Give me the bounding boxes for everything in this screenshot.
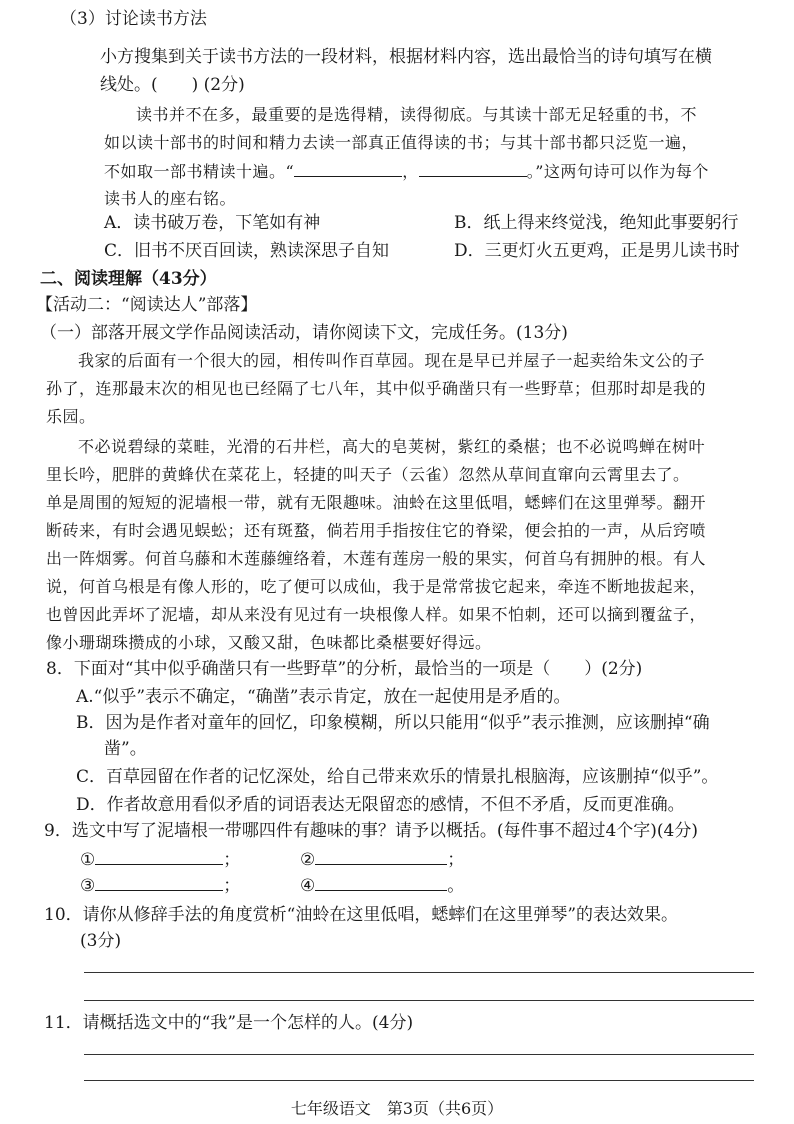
page-footer: 七年级语文 第3页（共6页）	[290, 1099, 504, 1118]
section3-prompt-line1: 小方搜集到关于读书方法的一段材料，根据材料内容，选出最恰当的诗句填写在横	[100, 47, 712, 67]
passage-line: 像小珊瑚珠攒成的小球，又酸又甜，色味都比桑椹要好得远。	[46, 633, 492, 652]
material-line: 读书并不在多，最重要的是选得精，读得彻底。与其读十部无足轻重的书，不	[136, 105, 698, 124]
material-line: 读书人的座右铭。	[104, 189, 237, 208]
option-c[interactable]: C．旧书不厌百回读，熟读深思子自知	[104, 241, 390, 261]
q9-marker-4: ④	[300, 876, 316, 896]
poem-blank-1[interactable]	[294, 160, 402, 177]
material-line-with-blanks	[104, 160, 709, 183]
q10-answer-line[interactable]	[84, 972, 754, 973]
passage-line: 单是周围的短短的泥墙根一带，就有无限趣味。油蛉在这里低唱，蟋蟀们在这里弹琴。翻开	[46, 493, 707, 512]
material-text-c: 。”这两句诗可以作为每个	[526, 162, 709, 181]
passage-line: 不必说碧绿的菜畦，光滑的石井栏，高大的皂荚树，紫红的桑椹；也不必说鸣蝉在树叶	[78, 437, 706, 456]
part2-heading: 二、阅读理解（43分）	[40, 269, 217, 289]
q9-marker-3: ③	[80, 876, 96, 896]
q11-answer-line[interactable]	[84, 1080, 754, 1081]
passage-line: 也曾因此弄坏了泥墙，却从来没有见过有一块根像人样。如果不怕刺，还可以摘到覆盆子，	[46, 605, 707, 624]
option-d[interactable]: D．三更灯火五更鸡，正是男儿读书时	[454, 241, 740, 261]
q11-answer-line[interactable]	[84, 1054, 754, 1055]
material-text-a: 不如取一部书精读十遍。“	[104, 162, 295, 181]
q8-stem: 8．下面对“其中似乎确凿只有一些野草”的分析，最恰当的一项是（ ）(2分)	[46, 659, 643, 679]
q9-end: 。	[447, 876, 465, 896]
passage-line: 我家的后面有一个很大的园，相传叫作百草园。现在是早已并屋子一起卖给朱文公的子	[78, 351, 706, 370]
material-comma: ，	[402, 162, 419, 181]
q9-blank-4[interactable]	[315, 874, 447, 891]
option-a[interactable]: A．读书破万卷，下笔如有神	[104, 213, 321, 233]
passage-line: 出一阵烟雾。何首乌藤和木莲藤缠络着，木莲有莲房一般的果实，何首乌有拥肿的根。有人	[46, 549, 707, 568]
q8-option-b[interactable]: B．因为是作者对童年的回忆，印象模糊，所以只能用“似乎”表示推测，应该删掉“确	[76, 713, 710, 733]
q8-option-b-cont: 凿”。	[104, 739, 147, 759]
passage-line: 说，何首乌根是有像人形的，吃了便可以成仙，我于是常常拔它起来，牵连不断地拔起来，	[46, 577, 707, 596]
q9-sep: ；	[223, 850, 241, 870]
q9-blank-3[interactable]	[95, 874, 223, 891]
task-instruction: （一）部落开展文学作品阅读活动，请你阅读下文，完成任务。(13分)	[40, 323, 568, 343]
q9-blank-2[interactable]	[315, 848, 447, 865]
section3-heading: （3）讨论读书方法	[60, 9, 207, 29]
q9-marker-1: ①	[80, 850, 96, 870]
q8-option-d[interactable]: D．作者故意用看似矛盾的词语表达无限留恋的感情，不但不矛盾，反而更准确。	[76, 795, 685, 815]
q10-score: (3分)	[80, 931, 122, 951]
section3-prompt-line2: 线处。( ) (2分)	[100, 75, 245, 95]
q8-option-c[interactable]: C．百草园留在作者的记忆深处，给自己带来欢乐的情景扎根脑海，应该删掉“似乎”。	[76, 767, 719, 787]
q9-answer-row	[300, 848, 464, 871]
q9-stem: 9．选文中写了泥墙根一带哪四件有趣味的事？请予以概括。(每件事不超过4个字)(4分)	[44, 821, 698, 841]
q9-answer-row	[300, 874, 464, 897]
poem-blank-2[interactable]	[419, 160, 527, 177]
q8-option-a[interactable]: A.“似乎”表示不确定，“确凿”表示肯定，放在一起使用是矛盾的。	[76, 687, 571, 707]
q9-marker-2: ②	[300, 850, 316, 870]
q10-answer-line[interactable]	[84, 1000, 754, 1001]
q9-answer-row	[80, 874, 240, 897]
q11-stem: 11．请概括选文中的“我”是一个怎样的人。(4分)	[44, 1013, 414, 1033]
option-b[interactable]: B．纸上得来终觉浅，绝知此事要躬行	[454, 213, 739, 233]
activity-title: 【活动二：“阅读达人”部落】	[36, 295, 258, 315]
passage-line: 断砖来，有时会遇见蜈蚣；还有斑蝥，倘若用手指按住它的脊梁，便会拍的一声，从后窍喷	[46, 521, 707, 540]
passage-line: 乐园。	[46, 407, 96, 426]
q10-stem: 10．请你从修辞手法的角度赏析“油蛉在这里低唱，蟋蟀们在这里弹琴”的表达效果。	[44, 905, 679, 925]
passage-line: 里长吟，肥胖的黄蜂伏在菜花上，轻捷的叫天子（云雀）忽然从草间直窜向云霄里去了。	[46, 465, 690, 484]
passage-line: 孙了，连那最末次的相见也已经隔了七八年，其中似乎确凿只有一些野草；但那时却是我的	[46, 379, 707, 398]
q9-blank-1[interactable]	[95, 848, 223, 865]
q9-sep: ；	[223, 876, 241, 896]
q9-sep: ；	[447, 850, 465, 870]
material-line: 如以读十部书的时间和精力去读一部真正值得读的书；与其十部书都只泛览一遍，	[104, 133, 699, 152]
q9-answer-row	[80, 848, 240, 871]
